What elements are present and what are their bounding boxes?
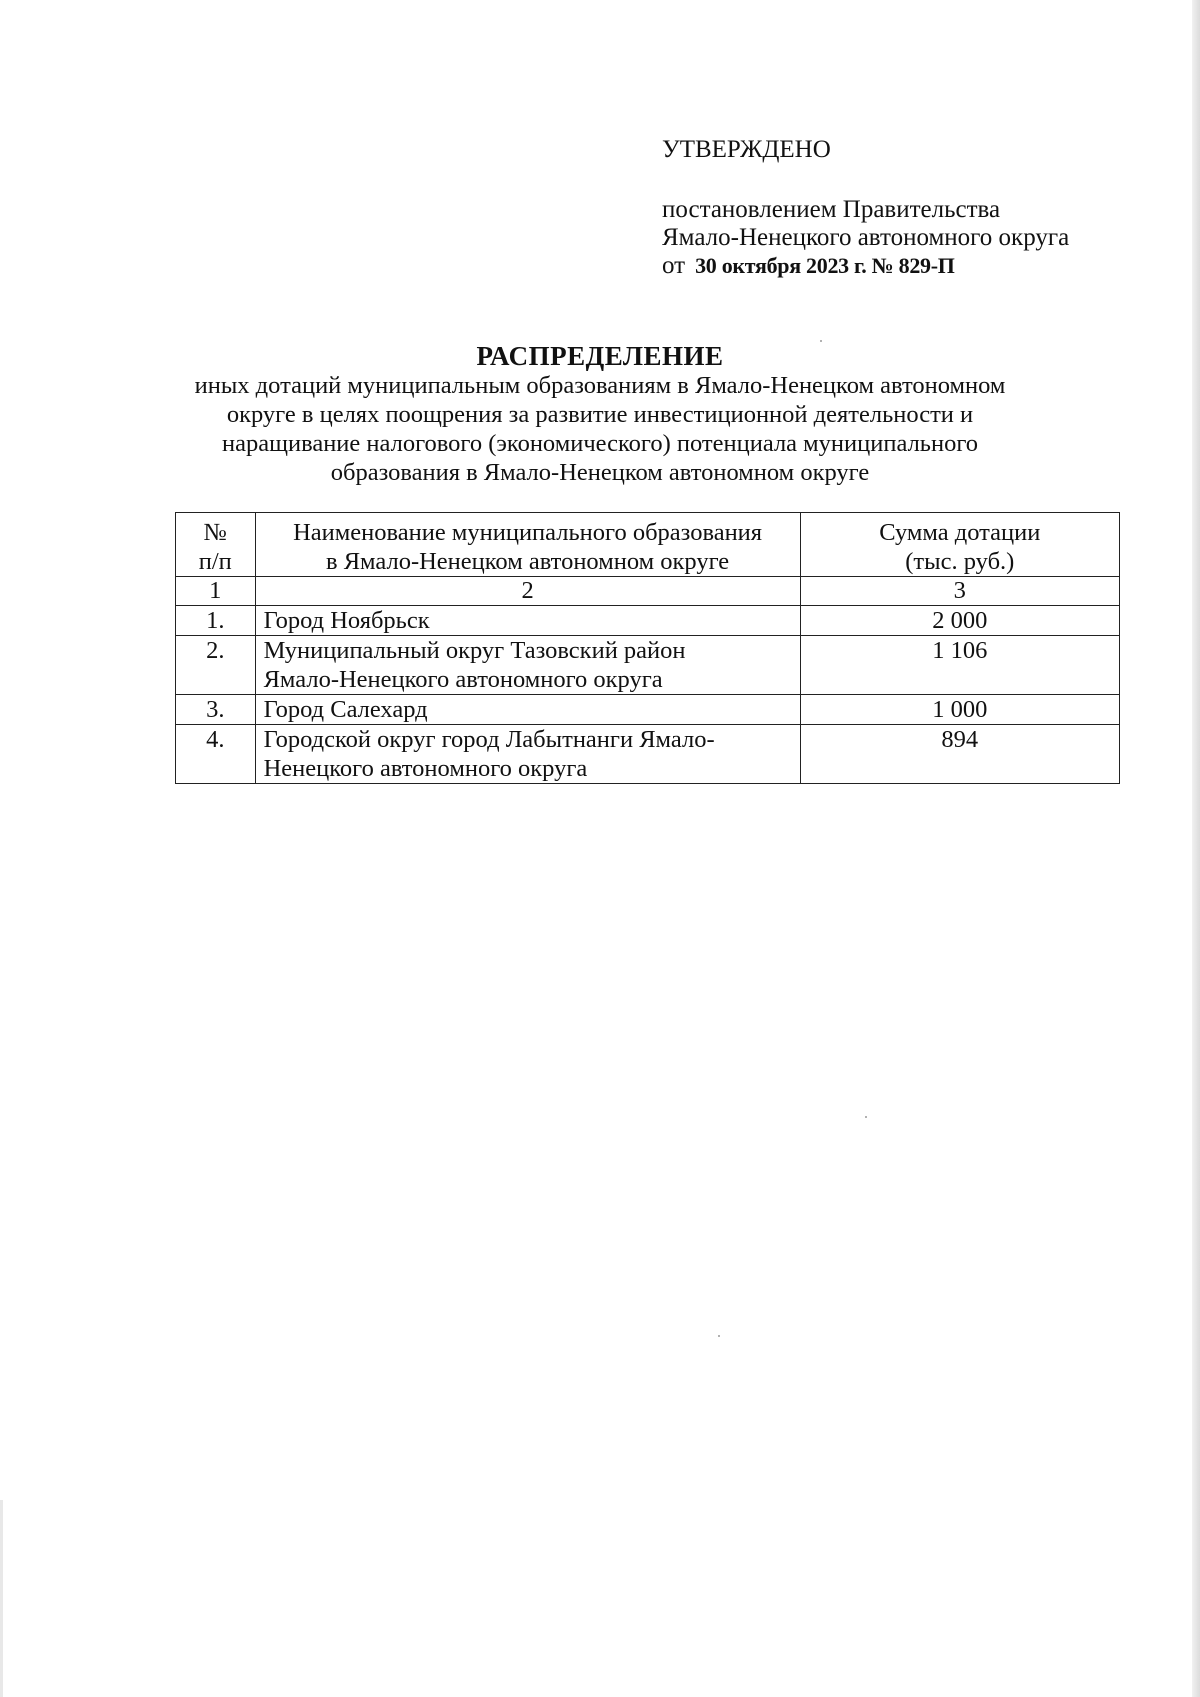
header-sum [800, 513, 1119, 577]
approval-date: 30 октября 2023 г. № 829-П [695, 253, 955, 278]
document-subtitle-line: иных дотаций муниципальным образованиям в Ямало-Ненецком автономном [194, 372, 1006, 399]
header-num-line1: № [203, 519, 227, 546]
approval-line-2: Ямало-Ненецкого автономного округа [662, 224, 1070, 251]
document-title-block [150, 341, 1050, 487]
header-name-line1: Наименование муниципального образования [293, 519, 763, 546]
column-index-cell: 3 [800, 577, 1119, 606]
header-num [176, 513, 256, 577]
approval-date-prefix: от [662, 252, 686, 279]
header-name-line2: в Ямало-Ненецком автономном округе [326, 548, 730, 575]
row-name-line1: Муниципальный округ Тазовский район [263, 637, 686, 664]
column-index-row [176, 577, 1120, 606]
table-row [176, 606, 1120, 636]
row-num: 4. [176, 725, 256, 784]
distribution-table [175, 512, 1120, 784]
header-sum-line1: Сумма дотации [879, 519, 1041, 546]
scan-speck [718, 1335, 720, 1337]
row-num: 1. [176, 606, 256, 636]
scan-edge-mark [0, 1500, 3, 1697]
column-index-cell: 2 [255, 577, 800, 606]
row-name [255, 606, 800, 636]
row-num: 3. [176, 695, 256, 725]
row-name-line1: Городской округ город Лабытнанги Ямало- [263, 726, 715, 753]
scan-edge-shadow [1192, 0, 1200, 1697]
document-subtitle-line: образования в Ямало-Ненецком автономном округе [330, 459, 870, 486]
table-row [176, 695, 1120, 725]
row-name-line2: Ненецкого автономного округа [263, 755, 588, 782]
document-subtitle-line: округе в целях поощрения за развитие инвестиционной деятельности и [226, 401, 974, 428]
table-row [176, 725, 1120, 784]
table-header-row [176, 513, 1120, 577]
approval-date-line [662, 252, 1122, 280]
header-num-line2: п/п [198, 548, 232, 575]
document-heading: РАСПРЕДЕЛЕНИЕ [476, 341, 724, 371]
header-name [255, 513, 800, 577]
table-row [176, 636, 1120, 695]
document-subtitle-line: наращивание налогового (экономического) потенциала муниципального [221, 430, 979, 457]
scan-speck [865, 1116, 867, 1118]
row-name-line2: Ямало-Ненецкого автономного округа [263, 666, 663, 693]
row-name-line1: Город Салехард [263, 696, 428, 723]
row-name [255, 695, 800, 725]
approval-block [662, 136, 1122, 280]
row-name [255, 636, 800, 695]
approval-line-1: постановлением Правительства [662, 196, 1001, 223]
row-sum: 894 [800, 725, 1119, 784]
row-sum: 2 000 [800, 606, 1119, 636]
row-sum: 1 106 [800, 636, 1119, 695]
row-name [255, 725, 800, 784]
row-name-line1: Город Ноябрьск [263, 607, 430, 634]
scan-speck [820, 340, 822, 342]
header-sum-line2: (тыс. руб.) [905, 548, 1015, 575]
approval-stamp: УТВЕРЖДЕНО [662, 136, 831, 163]
row-sum: 1 000 [800, 695, 1119, 725]
row-num: 2. [176, 636, 256, 695]
column-index-cell: 1 [176, 577, 256, 606]
